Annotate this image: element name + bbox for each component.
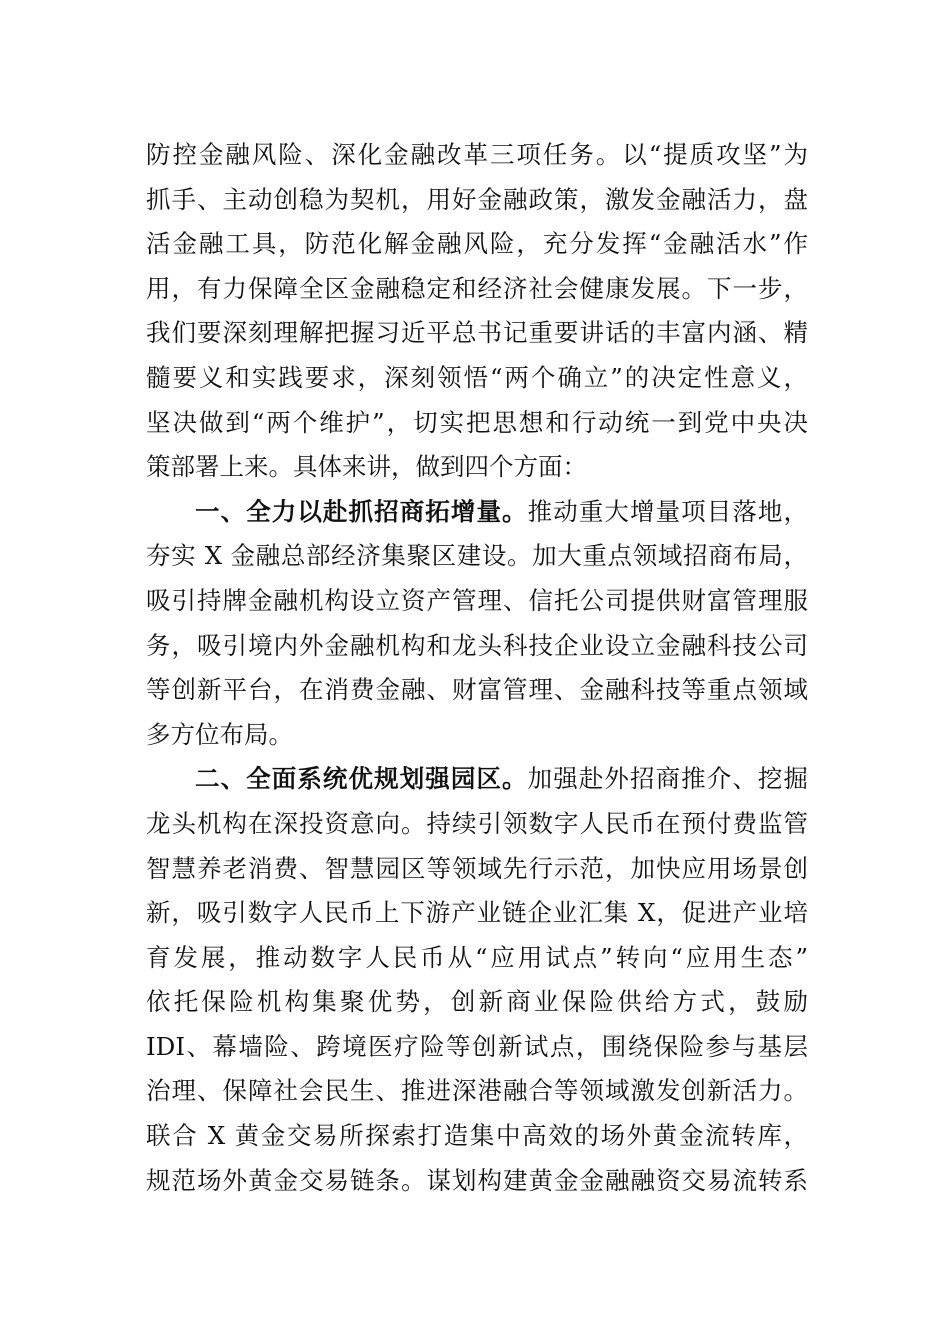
section-heading: 一、全力以赴抓招商拓增量。 (195, 496, 528, 526)
text-line: 坚决做到“两个维护”，切实把思想和行动统一到党中央决 (146, 407, 808, 437)
text-line: 育发展，推动数字人民币从“应用试点”转向“应用生态” (146, 942, 808, 972)
text-line: 抓手、主动创稳为契机，用好金融政策，激发金融活力，盘 (146, 184, 808, 214)
text-line: 规范场外黄金交易链条。谋划构建黄金金融融资交易流转系 (146, 1165, 808, 1195)
section-one-paragraph (146, 490, 808, 758)
text-line: 联合 X 黄金交易所探索打造集中高效的场外黄金流转库， (146, 1121, 808, 1151)
section-first-line-text: 推动重大增量项目落地， (527, 496, 809, 526)
document-page (146, 133, 808, 1203)
text-line: 策部署上来。具体来讲，做到四个方面： (146, 452, 587, 482)
text-line: 吸引持牌金融机构设立资产管理、信托公司提供财富管理服 (146, 585, 808, 615)
text-line: 夯实 X 金融总部经济集聚区建设。加大重点领域招商布局， (146, 541, 808, 571)
text-line: 新，吸引数字人民币上下游产业链企业汇集 X，促进产业培 (146, 898, 808, 928)
text-line: 龙头机构在深投资意向。持续引领数字人民币在预付费监管 (146, 808, 808, 838)
text-line: 多方位布局。 (146, 719, 293, 749)
text-line: 等创新平台，在消费金融、财富管理、金融科技等重点领域 (146, 675, 808, 705)
intro-paragraph (146, 133, 808, 490)
section-first-line-text: 加强赴外招商推介、挖掘 (527, 764, 809, 794)
text-line: 用，有力保障全区金融稳定和经济社会健康发展。下一步， (146, 273, 808, 303)
text-line: IDI、幕墙险、跨境医疗险等创新试点，围绕保险参与基层 (146, 1031, 808, 1061)
text-line: 治理、保障社会民生、推进深港融合等领域激发创新活力。 (146, 1076, 808, 1106)
text-line: 智慧养老消费、智慧园区等领域先行示范，加快应用场景创 (146, 853, 808, 883)
text-line: 防控金融风险、深化金融改革三项任务。以“提质攻坚”为 (146, 140, 808, 169)
section-two-paragraph (146, 757, 808, 1203)
section-heading: 二、全面系统优规划强园区。 (195, 764, 528, 794)
text-line: 依托保险机构集聚优势，创新商业保险供给方式，鼓励 (146, 987, 808, 1017)
section-first-line (146, 490, 808, 535)
text-line: 我们要深刻理解把握习近平总书记重要讲话的丰富内涵、精 (146, 318, 808, 348)
text-line: 务，吸引境内外金融机构和龙头科技企业设立金融科技公司 (146, 630, 808, 660)
section-first-line (146, 757, 808, 802)
text-line: 髓要义和实践要求，深刻领悟“两个确立”的决定性意义， (146, 362, 808, 392)
text-line: 活金融工具，防范化解金融风险，充分发挥“金融活水”作 (146, 229, 808, 259)
